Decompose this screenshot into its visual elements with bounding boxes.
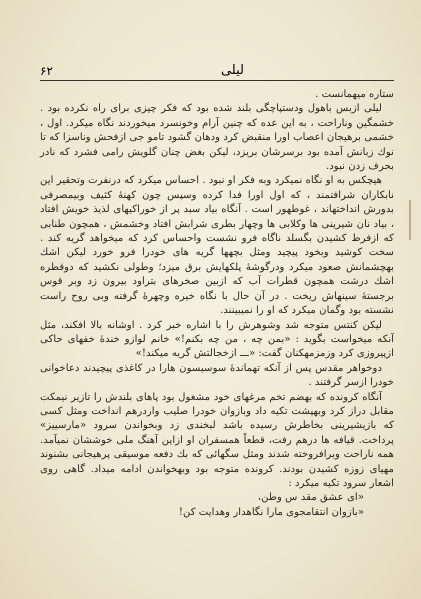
paragraph: «ای عشق مقد س وطن، (257, 492, 364, 504)
running-title: لیلی (220, 63, 244, 78)
paragraph: هیچکس به او نگاه نمیکرد وبه فکر او نبود . احساس میکرد که درنفرت وتحقیر این نابکاران شرافتمند ، که اول اورا فدا کرده وسپس چون کهنهٔ کثیف وبیمصرفی بدورش انداختهاند ، غوطهور است . آنگاه بیاد سبد پر از خوراکیهای لذیذ خویش افتاد ، بیاد نان شیرینی ها وکلابی ها وچهار بطری شرابش افتاد وخشمش ، همچون طنابی که ازفرط کشیدن بگسلد ناگاه فرو نشست واحساس کرد که میخواهد گریه کند . سخت کوشید وبخود پیچید ومثل بچهها گریه های خودرا فرو خورد لیکن اشك بهچشمانش صعود میکرد ودرگوشهٔ پلكهایش برق میزد؛ وطولی نکشید که دوقطره اشك درشت همچون قطرات آب که ازبین صخرهای بتراود بیرون زد وبر قوس برجستهٔ سینهاش ریخت . در آن حال با نگاه خیره وچهرهٔ گرفته وبی روح راست نشسته بود وگمان میکرد که او را نمیبینند. (40, 175, 394, 317)
paragraph: دوخواهر مقدس پس از آنکه تهماندهٔ سوسیسون هارا در کاغذی پیچیدند دعاخوانی خودرا ازسر گرفتند . (40, 362, 394, 389)
paragraph: «بازوان انتقامجوی مارا نگاهدار وهدایت کن! (178, 506, 364, 518)
body-text (40, 88, 394, 520)
paragraph: آنگاه کرونده که بهضم تخم مرغهای خود مشغول بود پاهای بلندش را تازیر نیمکت مقابل دراز کرد وبهپشت تکیه داد وبازوان خودرا صلیب واردرهم انداخت ومثل کسی که بازیشیرینی بخاطرش رسیده باشد لبخندی زد وبخواندن سرود «مارسییز» پرداخت. قیافه ها درهم رفت، قطعاً همسفران او ازاین آهنگ ملی خوششان نمیآمد. همه ناراحت وبرافروخته شدند ومثل سگهائی که بك دفعه موسیقی پرهیجانی بشنوند مهیای زوزه کشیدن بودند. کرونده متوجه بود وبهخواندن ادامه میداد. گاهی روی اشعار سرود تکیه میکرد : (40, 391, 394, 489)
paragraph: ستاره میهمانست . (315, 89, 394, 100)
paragraph: لیکن کنتس متوجه شد وشوهرش را با اشاره خبر کرد . اوشانه بالا افکند، مثل آنکه میخواست بگوید : «بمن چه ، من چه بکنم!» خانم لوازو خندهٔ خفهای حاکی ازپیروزی کرد وزمزمهکنان گفت: «ـــ ازخجالتش گریه میکند!» (40, 319, 394, 360)
fold-mark (409, 200, 411, 240)
page-header (40, 56, 394, 81)
paragraph: لیلی ازبس باهول ودستپاچگی بلند شده بود که فکر چیزی برای راه نکرده بود . خشمگین وناراحت ، به این عده که چنین آرام وخونسرد میخوردند نگاه میکرد. اول ، خشمی برهیجان اعصاب اورا منقبض کرد ودهان گشود تامو جی ازفحش وناسزا که تا نوك زبانش آمده بود برسرشان بریزد، لیکن بغض چنان گلویش رامی فشرد که نادر بحرف زدن نبود. (40, 103, 394, 173)
page-number: ۶۲ (40, 64, 53, 78)
